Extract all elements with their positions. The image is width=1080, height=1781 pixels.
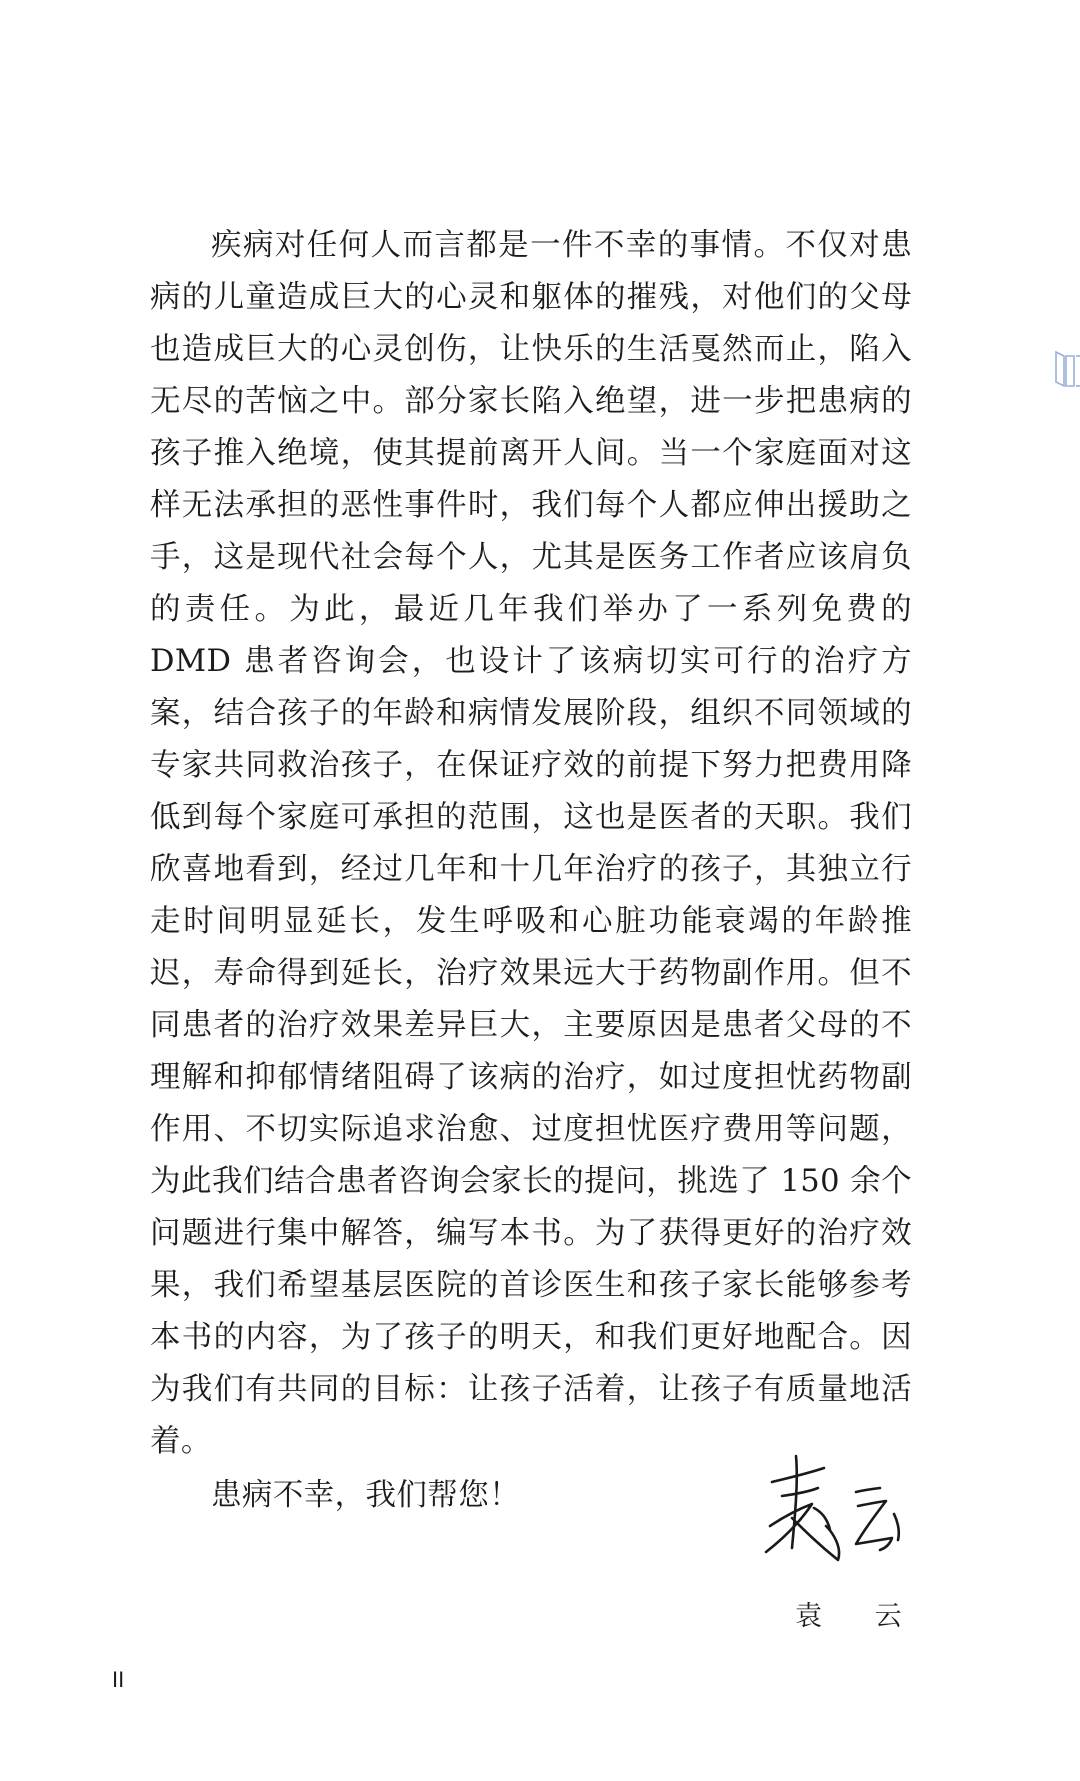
closing-line: 患病不幸，我们帮您！: [211, 1478, 520, 1513]
preface-paragraph: 疾病对任何人而言都是一件不幸的事情。不仅对患病的儿童造成巨大的心灵和躯体的摧残，对他们的父母也造成巨大的心灵创伤，让快乐的生活戛然而止，陷入无尽的苦恼之中。部分家长陷入绝望，进一步把患病的孩子推入绝境，使其提前离开人间。当一个家庭面对这样无法承担的恶性事件时，我们每个人都应伸出援助之手，这是现代社会每个人，尤其是医务工作者应该肩负的责任。为此，最近几年我们举办了一系列免费的 DMD 患者咨询会，也设计了该病切实可行的治疗方案，结合孩子的年龄和病情发展阶段，组织不同领域的专家共同救治孩子，在保证疗效的前提下努力把费用降低到每个家庭可承担的范围，这也是医者的天职。我们欣喜地看到，经过几年和十几年治疗的孩子，其独立行走时间明显延长，发生呼吸和心脏功能衰竭的年龄推迟，寿命得到延长，治疗效果远大于药物副作用。但不同患者的治疗效果差异巨大，主要原因是患者父母的不理解和抑郁情绪阻碍了该病的治疗，如过度担忧药物副作用、不切实际追求治愈、过度担忧医疗费用等问题，为此我们结合患者咨询会家长的提问，挑选了 150 余个问题进行集中解答，编写本书。为了获得更好的治疗效果，我们希望基层医院的首诊医生和孩子家长能够参考本书的内容，为了孩子的明天，和我们更好地配合。因为我们有共同的目标：让孩子活着，让孩子有质量地活着。: [150, 228, 912, 1459]
preface-body: [150, 220, 912, 1522]
signer-name: 袁 云: [795, 1601, 924, 1632]
page-number: II: [112, 1667, 125, 1692]
signature-image: [752, 1448, 912, 1578]
handwritten-signature: [752, 1448, 912, 1578]
page-edge-tab-icon: [1054, 348, 1080, 390]
